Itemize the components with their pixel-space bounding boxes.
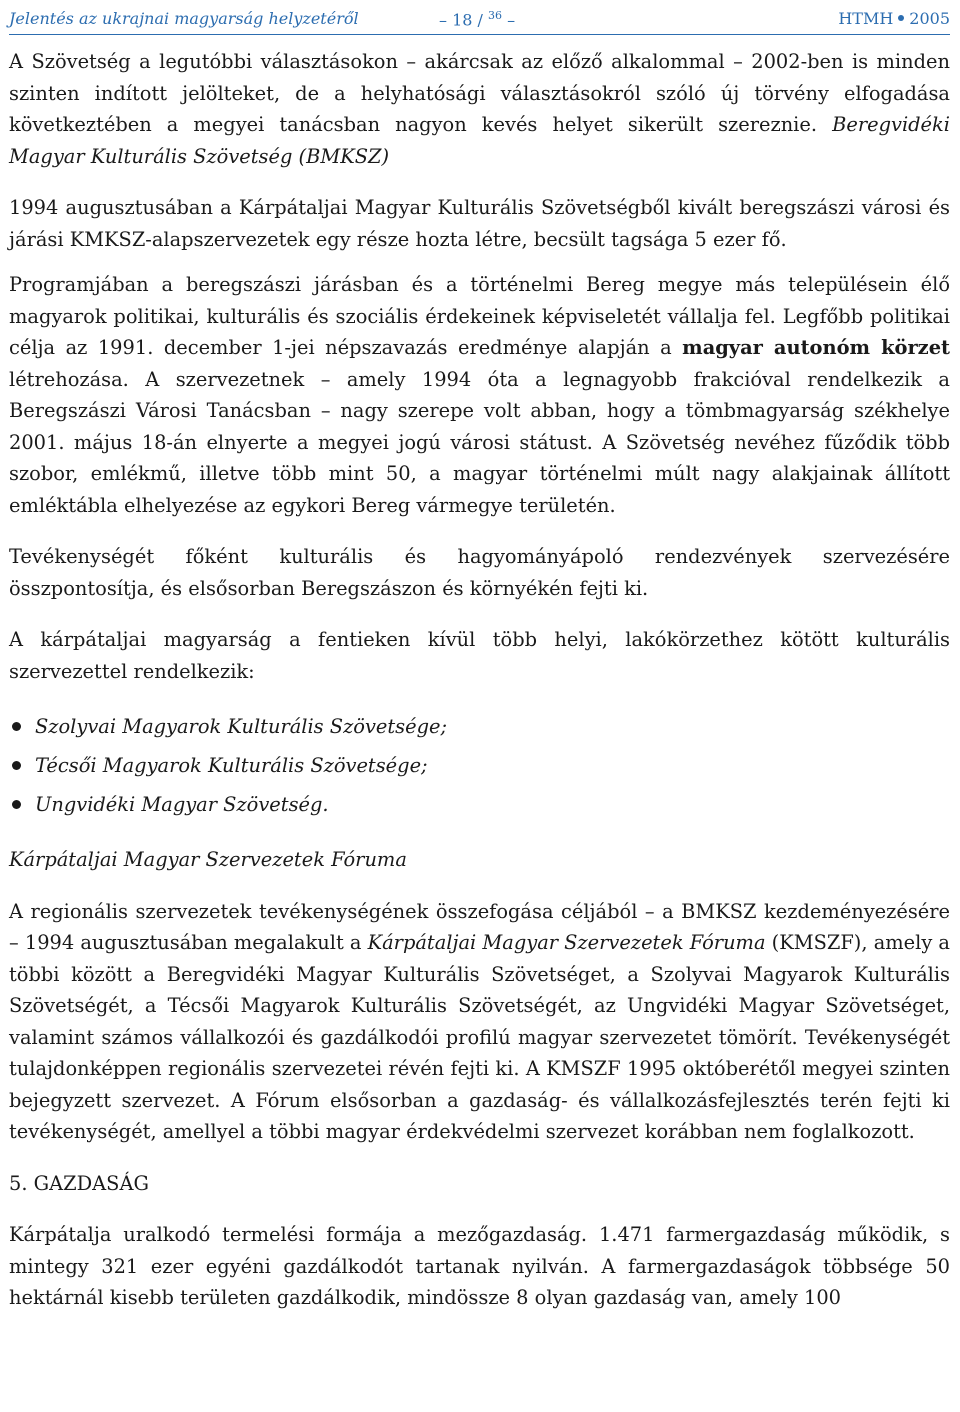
bullet-icon [12, 800, 21, 809]
bullet-icon [12, 761, 21, 770]
paragraph-intro [9, 46, 950, 172]
page-current: 18 [452, 10, 473, 30]
paragraph-bmksz-program [9, 269, 950, 521]
section-heading: 5. GAZDASÁG [9, 1171, 149, 1195]
list-item [9, 785, 950, 824]
paragraph-bmksz-founding: 1994 augusztusában a Kárpátaljai Magyar Kulturális Szövetségből kivált beregszászi városi és járási KMKSZ-alapszervezetek egy része hozta létre, becsült tagsága 5 ezer fő. [9, 196, 950, 251]
page-number: – 18 / $^{36}$ – [439, 9, 516, 30]
page-total: 36 [488, 9, 503, 22]
list-item-text: Ungvidéki Magyar Szövetség. [35, 793, 329, 816]
bmksz-heading: Beregvidéki Magyar Kulturális Szövetség (BMKSZ) [9, 113, 950, 168]
page-header [9, 4, 950, 35]
paragraph-other-orgs: A kárpátaljai magyarság a fentieken kívül több helyi, lakókörzethez kötött kulturális szervezettel rendelkezik: [9, 628, 950, 683]
list-item-text: Szolyvai Magyarok Kulturális Szövetsége; [35, 715, 448, 738]
year: 2005 [909, 9, 950, 28]
paragraph-bmksz-program-a: Programjában a beregszászi járásban és a történelmi Bereg megye más településein élő magyarok politikai, kulturális és szociális érdekeinek képviseletét vállalja fel. Legfőbb politikai célja az 1991. december 1-jei népszavazás eredménye alapján a [9, 273, 950, 359]
publisher-year [838, 9, 950, 28]
publisher: HTMH [838, 9, 894, 28]
paragraph-economy: Kárpátalja uralkodó termelési formája a mezőgazdaság. 1.471 farmergazdaság működik, s mintegy 321 ezer egyéni gazdálkodót tartanak nyilván. A farmergazdaságok többsége 50 hektárnál kisebb területen gazdálkodik, mindössze 8 olyan gazdaság van, amely 100 [9, 1223, 950, 1309]
document-title: Jelentés az ukrajnai magyarság helyzetéről [9, 9, 359, 28]
paragraph-intro-text: A Szövetség a legutóbbi választásokon – akárcsak az előző alkalommal – 2002-ben is minden szinten indított jelölteket, de a helyhatósági választásokról szóló új törvény elfogadása következtében a megyei tanácsban nagyon kevés helyet sikerült szereznie. [9, 50, 950, 136]
list-item-text: Técsői Magyarok Kulturális Szövetsége; [35, 754, 428, 777]
paragraph-bmksz-program-b: létrehozása. A szervezetnek – amely 1994 óta a legnagyobb frakcióval rendelkezik a Beregszászi Városi Tanácsban – nagy szerepe volt abban, hogy a tömbmagyarság székhelye 2001. május 18-án elnyerte a megyei jogú városi státust. A Szövetség nevéhez fűződik több szobor, emlékmű, illetve több mint 50, a magyar történelmi múlt nagy alakjainak állított emléktábla elhelyezése az egykori Bereg vármegye területén. [9, 367, 950, 517]
paragraph-kmszf-a: A regionális szervezetek tevékenységének összefogása céljából – a BMKSZ kezdeményezésére – 1994 augusztusában megalakult a [9, 899, 950, 954]
bullet-icon [12, 722, 21, 731]
autonomy-term: magyar autonóm körzet [682, 336, 950, 359]
kmszf-heading: Kárpátaljai Magyar Szervezetek Fóruma [9, 848, 407, 871]
org-list [9, 707, 950, 824]
list-item [9, 746, 950, 785]
page-content [9, 46, 950, 1314]
separator-dot-icon [898, 15, 904, 21]
kmszf-name: Kárpátaljai Magyar Szervezetek Fóruma [367, 931, 766, 954]
list-item [9, 707, 950, 746]
paragraph-kmszf [9, 896, 950, 1148]
paragraph-kmszf-b: (KMSZF), amely a többi között a Beregvidéki Magyar Kulturális Szövetséget, a Szolyvai Magyarok Kulturális Szövetségét, a Técsői Magyarok Kulturális Szövetségét, az Ungvidéki Magyar Szövetséget, valamint számos vállalkozói és gazdálkodói profilú magyar szervezetet tömörít. Tevékenységét tulajdonképpen regionális szervezetei révén fejti ki. A KMSZF 1995 októberétől megyei szinten bejegyzett szervezet. A Fórum elsősorban a gazdaság- és vállalkozásfejlesztés terén fejti ki tevékenységét, amellyel a többi magyar érdekvédelmi szervezet korábban nem foglalkozott. [9, 931, 950, 1143]
paragraph-activities: Tevékenységét főként kulturális és hagyományápoló rendezvények szervezésére összpontosítja, és elsősorban Beregszászon és környékén fejti ki. [9, 545, 950, 600]
